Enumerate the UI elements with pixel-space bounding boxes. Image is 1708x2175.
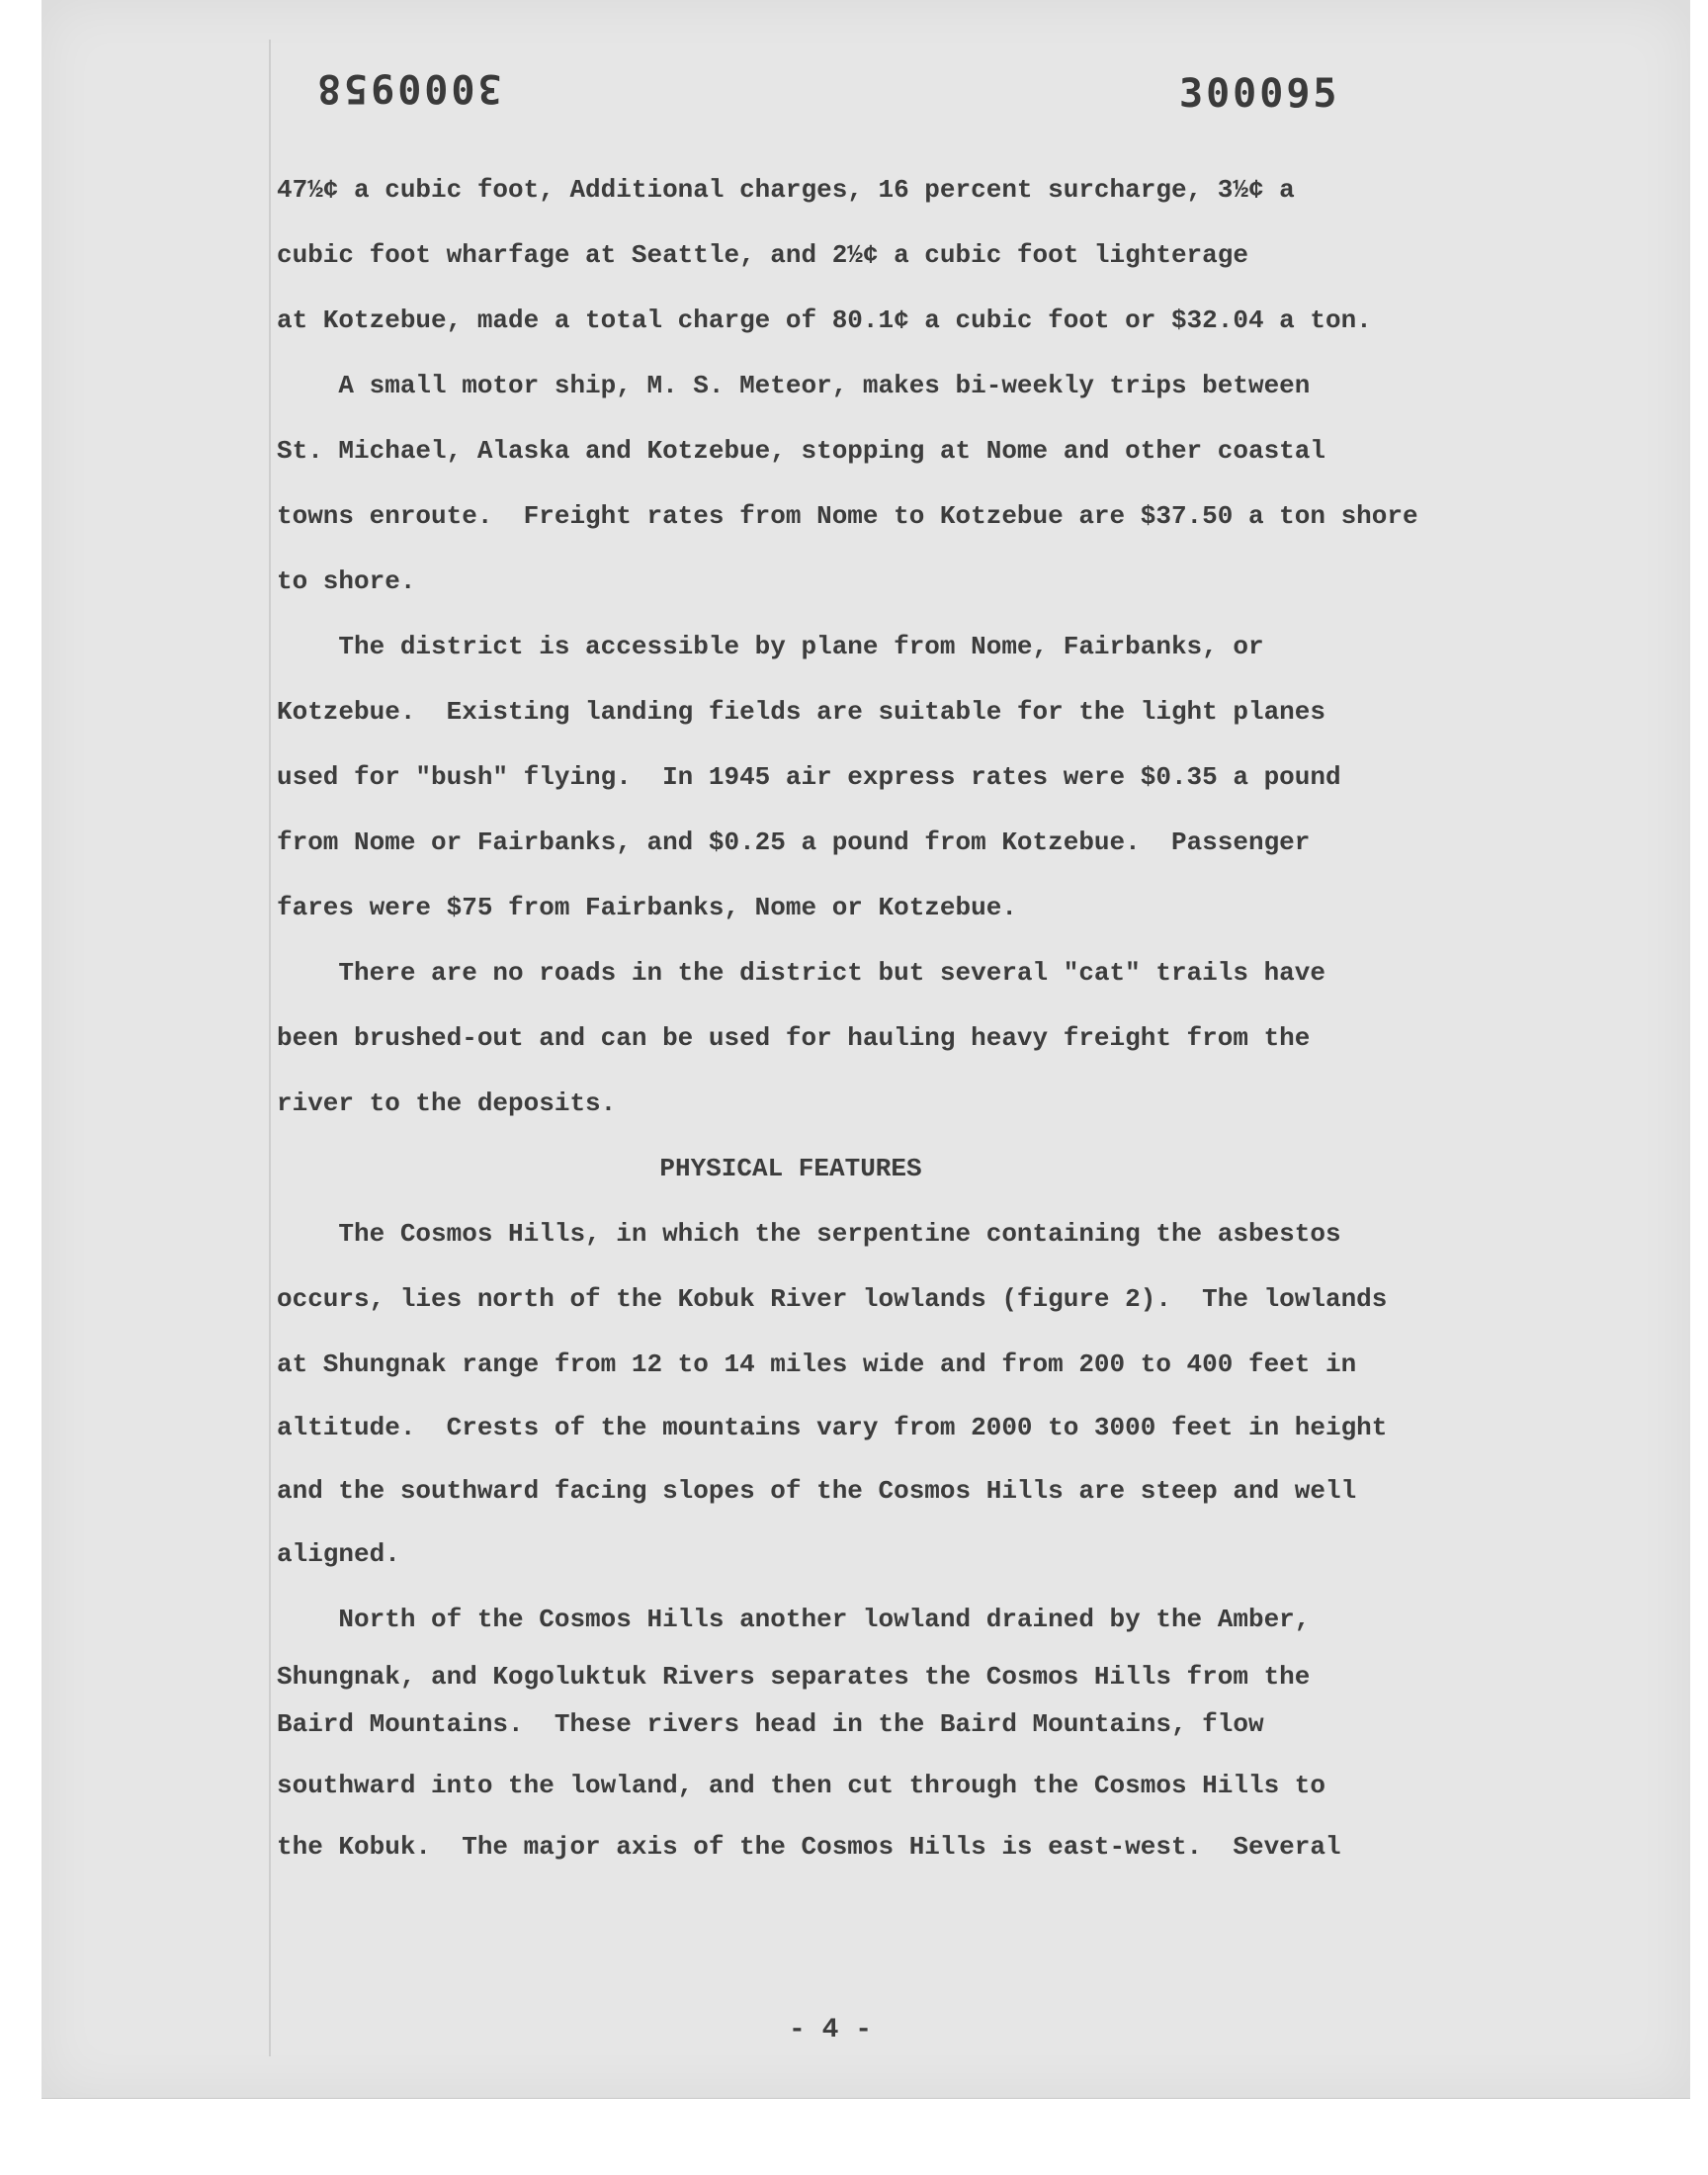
- text-line: Kotzebue. Existing landing fields are suitable for the light planes: [277, 697, 1325, 727]
- text-line: to shore.: [277, 566, 416, 596]
- text-line: Shungnak, and Kogoluktuk Rivers separates the Cosmos Hills from the: [277, 1662, 1311, 1692]
- stamp-number-left: 3000958: [314, 65, 502, 111]
- text-line: A small motor ship, M. S. Meteor, makes bi-weekly trips between: [277, 371, 1311, 400]
- text-line: altitude. Crests of the mountains vary from 2000 to 3000 feet in height: [277, 1413, 1388, 1442]
- text-line: The Cosmos Hills, in which the serpentine containing the asbestos: [277, 1219, 1341, 1249]
- text-line: The district is accessible by plane from Nome, Fairbanks, or: [277, 632, 1264, 661]
- stamp-number-right: 300095: [1179, 71, 1340, 117]
- text-line: from Nome or Fairbanks, and $0.25 a pound from Kotzebue. Passenger: [277, 827, 1311, 857]
- text-line: towns enroute. Freight rates from Nome to Kotzebue are $37.50 a ton shore: [277, 501, 1418, 531]
- section-heading: PHYSICAL FEATURES: [659, 1154, 922, 1183]
- text-line: occurs, lies north of the Kobuk River lowlands (figure 2). The lowlands: [277, 1284, 1388, 1314]
- text-line: and the southward facing slopes of the Cosmos Hills are steep and well: [277, 1476, 1357, 1506]
- text-line: There are no roads in the district but several "cat" trails have: [277, 958, 1325, 988]
- text-line: southward into the lowland, and then cut through the Cosmos Hills to: [277, 1771, 1325, 1800]
- text-line: Baird Mountains. These rivers head in the Baird Mountains, flow: [277, 1709, 1264, 1739]
- text-line: aligned.: [277, 1539, 400, 1569]
- text-line: St. Michael, Alaska and Kotzebue, stopping at Nome and other coastal: [277, 436, 1325, 466]
- text-line: river to the deposits.: [277, 1088, 617, 1118]
- text-line: North of the Cosmos Hills another lowland drained by the Amber,: [277, 1605, 1311, 1634]
- page-number: - 4 -: [788, 2015, 872, 2045]
- text-line: 47½¢ a cubic foot, Additional charges, 16 percent surcharge, 3½¢ a: [277, 175, 1295, 205]
- text-line: cubic foot wharfage at Seattle, and 2½¢ a cubic foot lighterage: [277, 240, 1248, 270]
- text-line: been brushed-out and can be used for hauling heavy freight from the: [277, 1023, 1311, 1053]
- text-line: used for "bush" flying. In 1945 air express rates were $0.35 a pound: [277, 762, 1341, 792]
- text-line: at Shungnak range from 12 to 14 miles wide and from 200 to 400 feet in: [277, 1349, 1357, 1379]
- text-line: fares were $75 from Fairbanks, Nome or Kotzebue.: [277, 893, 1017, 922]
- text-line: at Kotzebue, made a total charge of 80.1¢ a cubic foot or $32.04 a ton.: [277, 305, 1372, 335]
- text-line: the Kobuk. The major axis of the Cosmos Hills is east-west. Several: [277, 1832, 1341, 1862]
- binding-shadow: [269, 40, 271, 2056]
